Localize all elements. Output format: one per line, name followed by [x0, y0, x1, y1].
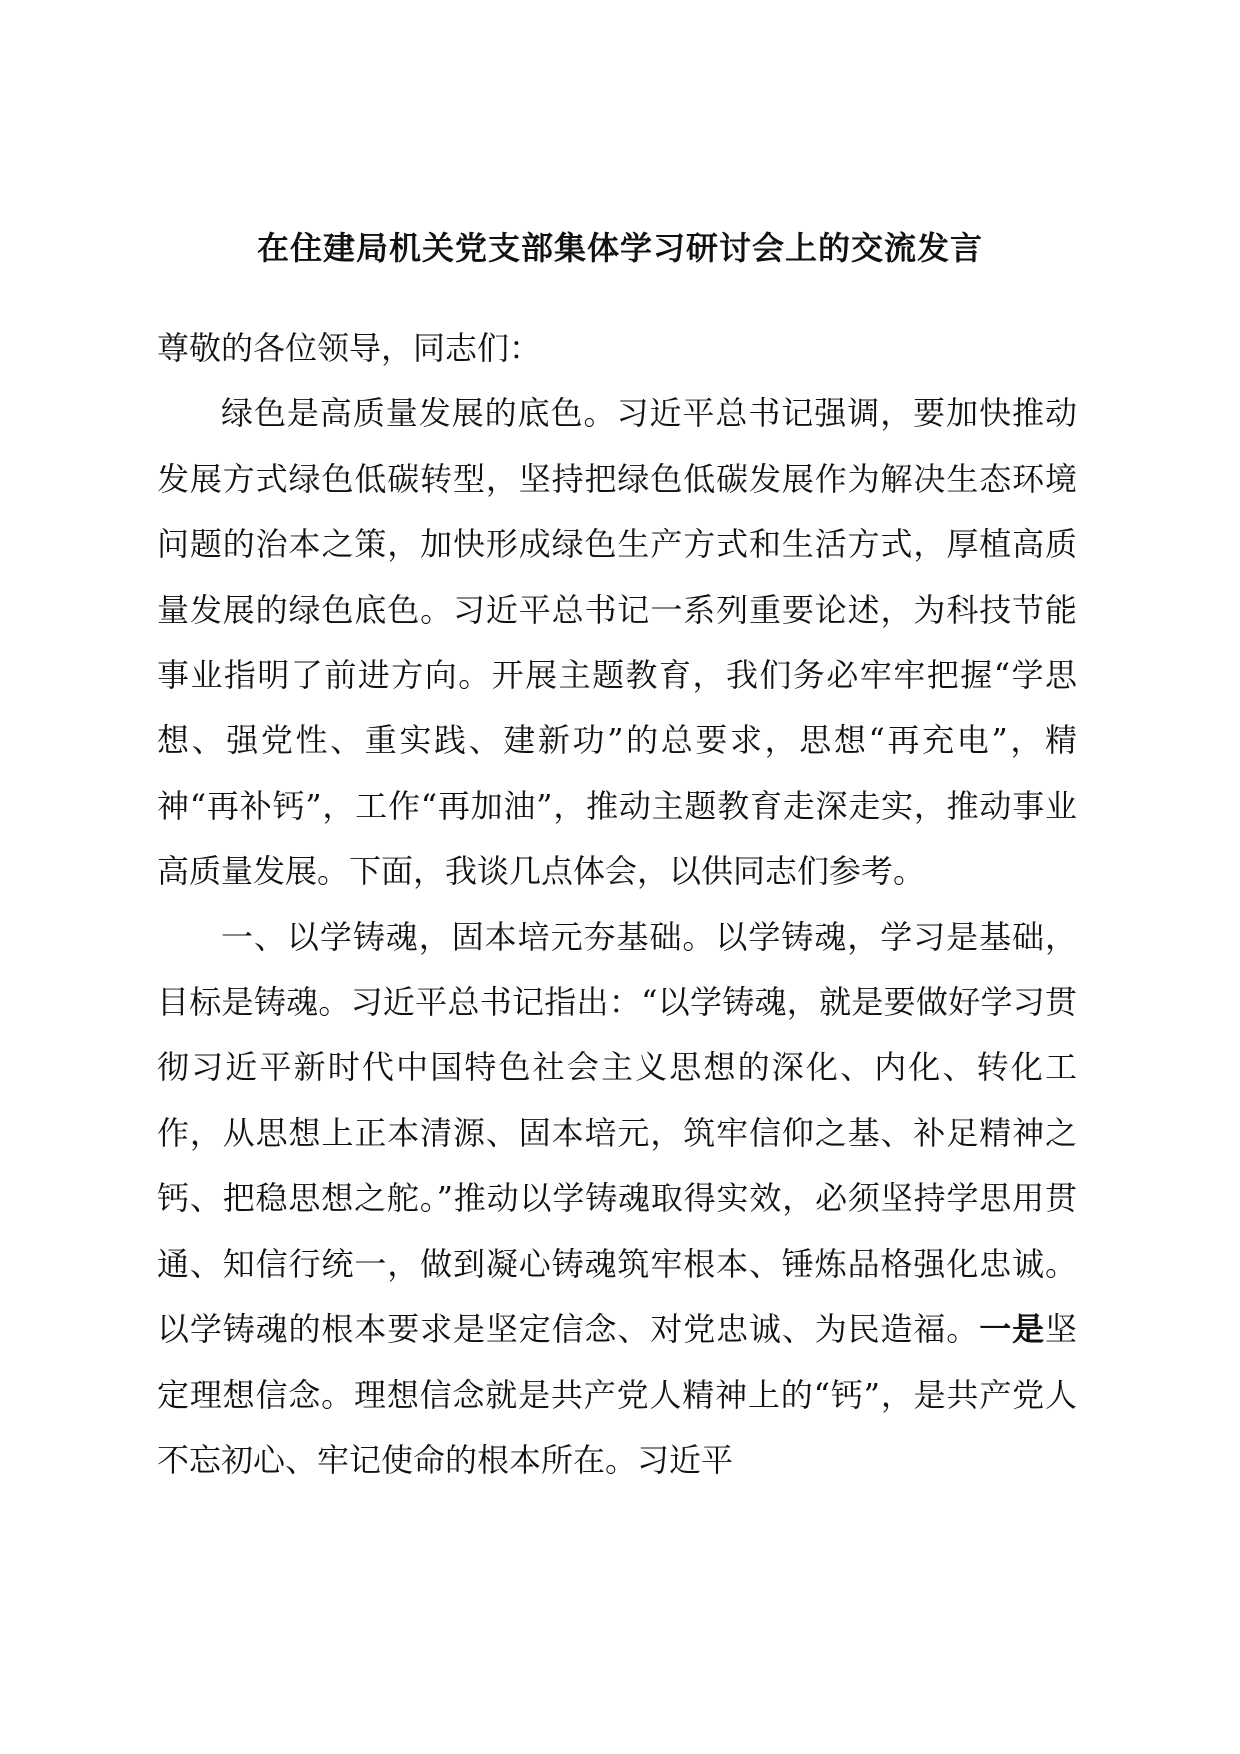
- salutation: 尊敬的各位领导，同志们：: [157, 329, 542, 367]
- document-body: [157, 316, 1077, 1493]
- paragraph-section-one-start: 一、以学铸魂，固本培元夯基础。以学铸魂，学习是基础，目标是铸魂。习近平总书记指出：“以学铸魂，就是要做好学习贯彻习近平新时代中国特色社会主义思想的深化、内化、转化工作，从思想上正本清源、固本培元，筑牢信仰之基、补足精神之钙、把稳思想之舵。”推动以学铸魂取得实效，必须坚持学思用贯通、知信行统一，做到凝心铸魂筑牢根本、锤炼品格强化忠诚。以学铸魂的根本要求是坚定信念、对党忠诚、为民造福。: [157, 917, 1077, 1349]
- paragraph-intro: 绿色是高质量发展的底色。习近平总书记强调，要加快推动发展方式绿色低碳转型，坚持把绿色低碳发展作为解决生态环境问题的治本之策，加快形成绿色生产方式和生活方式，厚植高质量发展的绿色底色。习近平总书记一系列重要论述，为科技节能事业指明了前进方向。开展主题教育，我们务必牢牢把握“学思想、强党性、重实践、建新功”的总要求，思想“再充电”，精神“再补钙”，工作“再加油”，推动主题教育走深走实，推动事业高质量发展。下面，我谈几点体会，以供同志们参考。: [157, 394, 1077, 891]
- paragraph-section-one-bold: 一是: [979, 1310, 1045, 1349]
- document-title: 在住建局机关党支部集体学习研讨会上的交流发言: [256, 229, 983, 267]
- paragraph-section-one: [157, 905, 1077, 1494]
- paragraph-section-one-end: 坚定理想信念。理想信念就是共产党人精神上的“钙”，是共产党人不忘初心、牢记使命的根本所在。习近平: [157, 1310, 1077, 1479]
